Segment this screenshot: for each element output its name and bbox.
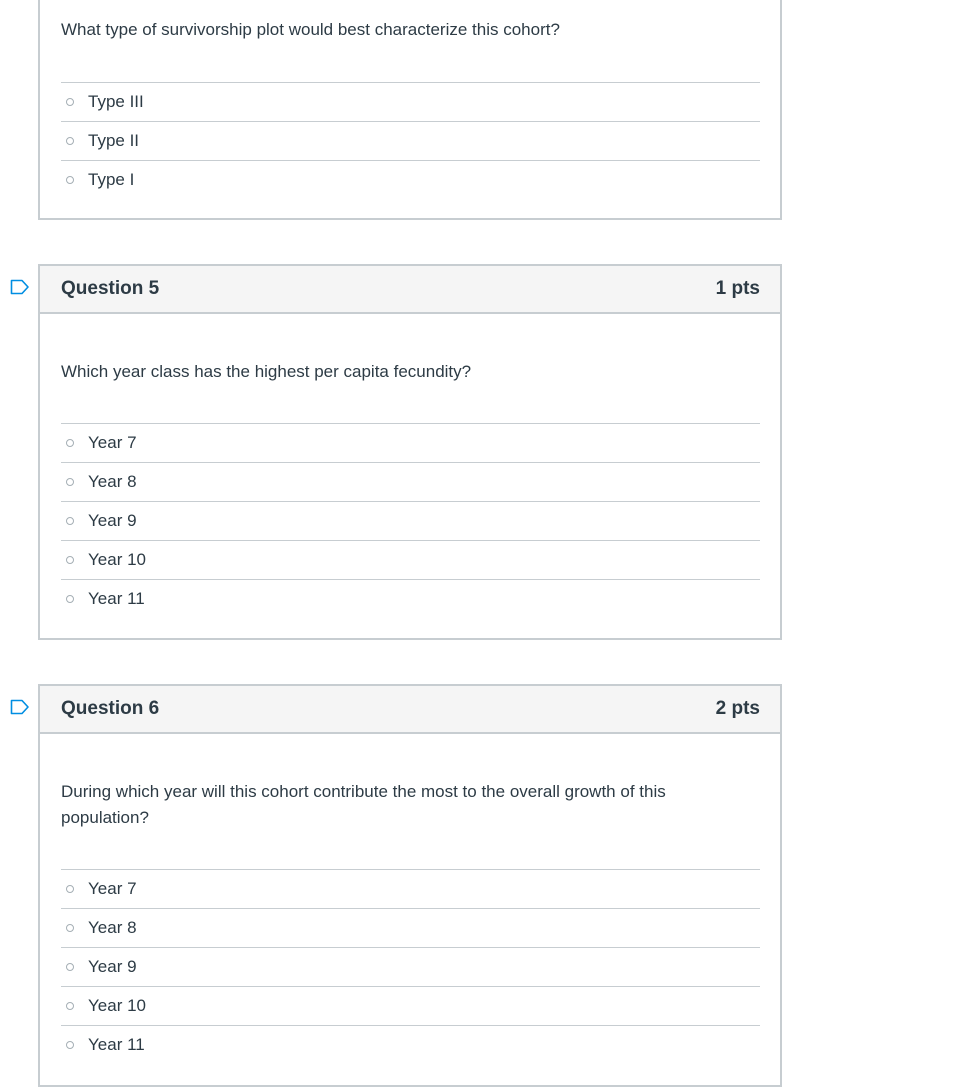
answer-label: Year 10	[88, 550, 146, 569]
radio-button-icon[interactable]	[66, 1002, 74, 1010]
answer-label: Year 8	[88, 472, 137, 491]
answer-label: Year 7	[88, 879, 137, 898]
answer-option[interactable]	[61, 541, 760, 580]
radio-button-icon[interactable]	[66, 137, 74, 145]
question-5-header	[40, 266, 780, 314]
answer-label: Year 11	[88, 1035, 145, 1054]
question-6-text: During which year will this cohort contribute the most to the overall growth of this population?	[61, 782, 666, 827]
question-5	[38, 264, 782, 640]
answer-option[interactable]	[61, 987, 760, 1026]
answer-option[interactable]	[61, 1026, 760, 1064]
answer-option[interactable]	[61, 502, 760, 541]
radio-button-icon[interactable]	[66, 478, 74, 486]
question-4-body	[40, 0, 780, 199]
radio-button-icon[interactable]	[66, 963, 74, 971]
radio-button-icon[interactable]	[66, 439, 74, 447]
answer-label: Type I	[88, 170, 135, 189]
question-points: 2 pts	[715, 698, 760, 719]
answer-label: Year 10	[88, 996, 146, 1015]
answer-option[interactable]	[61, 424, 760, 463]
question-4-answers	[61, 82, 760, 199]
question-4-text: What type of survivorship plot would best characterize this cohort?	[61, 20, 560, 39]
question-6	[38, 684, 782, 1087]
question-5-body	[40, 314, 780, 618]
answer-option[interactable]	[61, 580, 760, 618]
radio-button-icon[interactable]	[66, 1041, 74, 1049]
answer-option[interactable]	[61, 948, 760, 987]
answer-option[interactable]	[61, 122, 760, 161]
answer-label: Type III	[88, 92, 144, 111]
radio-button-icon[interactable]	[66, 885, 74, 893]
flag-question-icon[interactable]	[10, 279, 30, 295]
question-points: 1 pts	[715, 278, 760, 299]
answer-label: Year 8	[88, 918, 137, 937]
question-title: Question 5	[61, 278, 160, 299]
radio-button-icon[interactable]	[66, 556, 74, 564]
radio-button-icon[interactable]	[66, 924, 74, 932]
question-title: Question 6	[61, 698, 160, 719]
answer-label: Year 7	[88, 433, 137, 452]
radio-button-icon[interactable]	[66, 595, 74, 603]
answer-label: Year 11	[88, 589, 145, 608]
question-6-answers	[61, 869, 760, 1064]
answer-option[interactable]	[61, 161, 760, 199]
radio-button-icon[interactable]	[66, 517, 74, 525]
question-6-header	[40, 686, 780, 734]
answer-label: Type II	[88, 131, 140, 150]
radio-button-icon[interactable]	[66, 98, 74, 106]
answer-option[interactable]	[61, 83, 760, 122]
answer-option[interactable]	[61, 909, 760, 948]
radio-button-icon[interactable]	[66, 176, 74, 184]
question-5-answers	[61, 423, 760, 618]
flag-question-icon[interactable]	[10, 699, 30, 715]
question-4	[38, 0, 782, 220]
answer-label: Year 9	[88, 957, 137, 976]
question-6-body	[40, 734, 780, 1064]
answer-option[interactable]	[61, 463, 760, 502]
question-5-text: Which year class has the highest per capita fecundity?	[61, 362, 472, 381]
answer-label: Year 9	[88, 511, 137, 530]
answer-option[interactable]	[61, 870, 760, 909]
